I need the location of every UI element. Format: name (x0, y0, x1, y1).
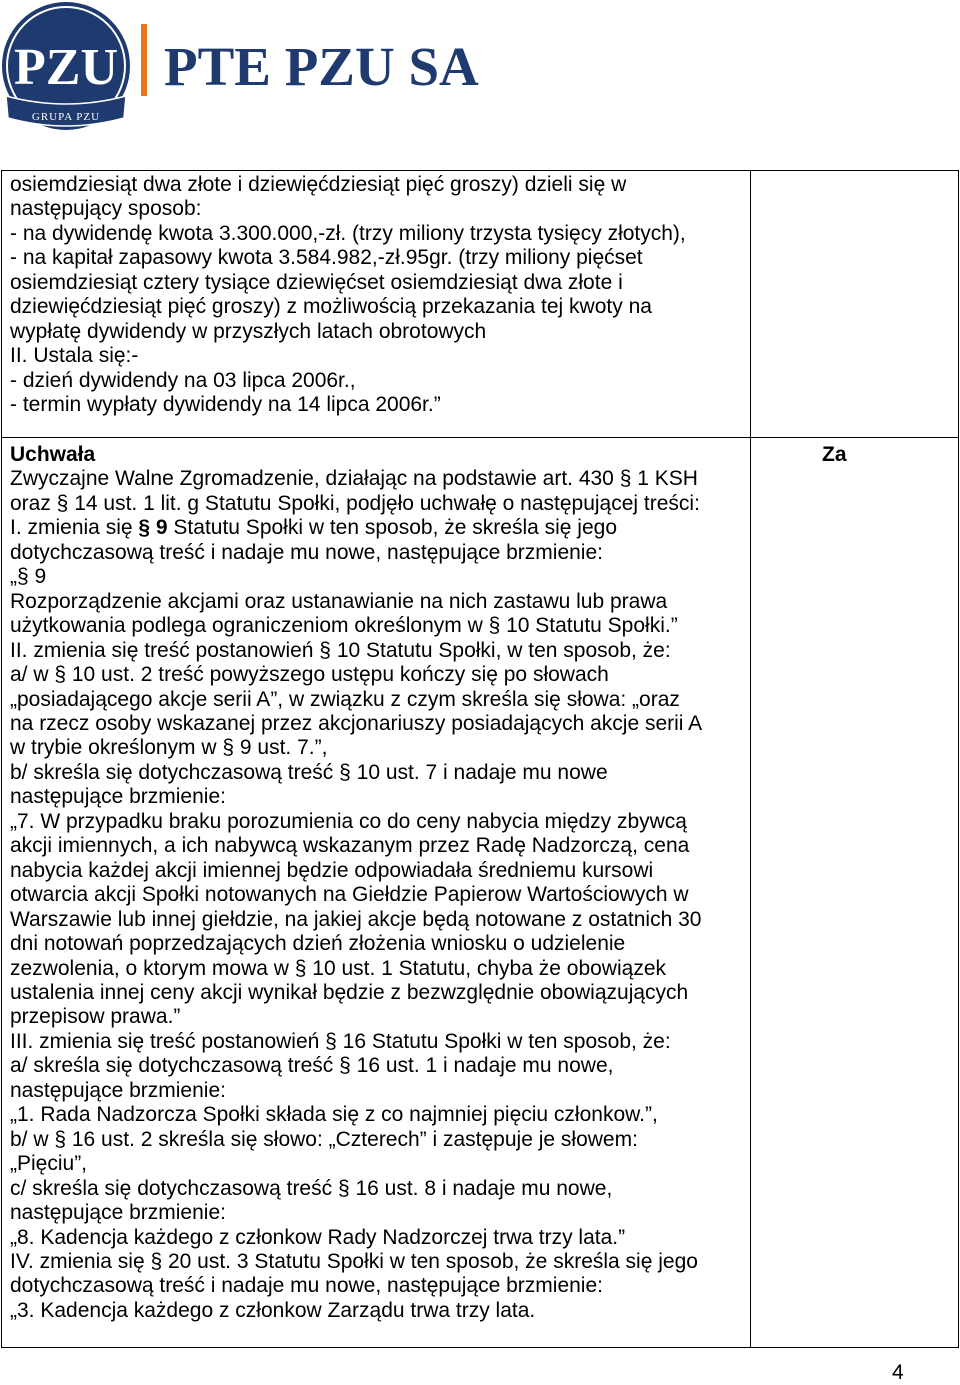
text-line: IV. zmienia się § 20 ust. 3 Statutu Społki w ten sposob, że skreśla się jego (10, 1249, 698, 1273)
text-line: b/ w § 16 ust. 2 skreśla się słowo: „Czterech” i zastępuje je słowem: (10, 1127, 638, 1151)
page-number: 4 (892, 1361, 904, 1384)
text-line: „1. Rada Nadzorcza Społki składa się z co najmniej pięciu członkow.”, (10, 1103, 658, 1127)
resolution-table (1, 170, 959, 1348)
text-line: c/ skreśla się dotychczasową treść § 16 ust. 8 i nadaje mu nowe, (10, 1176, 613, 1200)
text-line: Zwyczajne Walne Zgromadzenie, działając na podstawie art. 430 § 1 KSH (10, 467, 698, 491)
text-line: następujący sposob: (10, 197, 202, 221)
text-line: III. zmienia się treść postanowień § 16 Statutu Społki w ten sposob, że: (10, 1029, 671, 1053)
brand-divider (141, 24, 147, 96)
text-line: - termin wypłaty dywidendy na 14 lipca 2006r.” (10, 393, 441, 417)
text-line: Warszawie lub innej giełdzie, na jakiej akcje będą notowane z ostatnich 30 (10, 907, 702, 931)
text-line: - dzień dywidendy na 03 lipca 2006r., (10, 368, 356, 392)
text-line: „§ 9 (10, 565, 47, 589)
text-line: „8. Kadencja każdego z członkow Rady Nadzorczej trwa trzy lata.” (10, 1225, 626, 1249)
text-line: następujące brzmienie: (10, 1078, 226, 1102)
text-line: „7. W przypadku braku porozumienia co do ceny nabycia między zbywcą (10, 809, 687, 833)
text-line: wypłatę dywidendy w przyszłych latach obrotowych (10, 319, 487, 343)
vote-value: Za (822, 443, 847, 466)
text-line: oraz § 14 ust. 1 lit. g Statutu Społki, podjęło uchwałę o następującej treści: (10, 491, 700, 515)
vote-cell (751, 438, 958, 1347)
text-line: - na kapitał zapasowy kwota 3.584.982,-zł.95gr. (trzy miliony pięćset (10, 246, 643, 270)
text-line: „Pięciu”, (10, 1152, 88, 1176)
text-line: w trybie określonym w § 9 ust. 7.”, (10, 736, 328, 760)
text-line: nabycia każdej akcji imiennej będzie odpowiadała średniemu kursowi (10, 858, 654, 882)
text-line: otwarcia akcji Społki notowanych na Giełdzie Papierow Wartościowych w (10, 883, 689, 907)
text-line: osiemdziesiąt dwa złote i dziewięćdziesiąt pięć groszy) dzieli się w (10, 173, 627, 196)
text-line: dziewięćdziesiąt pięć groszy) z możliwością przekazania tej kwoty na (10, 295, 652, 319)
text-line: II. zmienia się treść postanowień § 10 Statutu Społki, w ten sposob, że: (10, 638, 671, 662)
text-line (10, 516, 750, 540)
resolution-heading: Uchwała (10, 443, 96, 466)
text-line: a/ w § 10 ust. 2 treść powyższego ustępu kończy się po słowach (10, 663, 609, 687)
text-line: przepisow prawa.” (10, 1005, 181, 1029)
text-line: II. Ustala się:- (10, 344, 139, 368)
text-line: ustalenia innej ceny akcji wynikał będzie z bezwzględnie obowiązujących (10, 980, 689, 1004)
text-lines (10, 173, 750, 418)
text-line: „3. Kadencja każdego z członkow Zarządu trwa trzy lata. (10, 1298, 536, 1322)
text-lines (10, 467, 750, 1323)
logo-wordmark: PZU (14, 39, 118, 96)
text-line: następujące brzmienie: (10, 785, 226, 809)
text-line: na rzecz osoby wskazanej przez akcjonariuszy posiadających akcje serii A (10, 711, 703, 735)
vote-cell (751, 171, 958, 437)
text-cell (2, 438, 751, 1347)
text-cell (2, 171, 751, 437)
text-segment: I. zmienia się (10, 516, 139, 540)
text-line: akcji imiennych, a ich nabywcą wskazanym przez Radę Nadzorczą, cena (10, 834, 690, 858)
bold-text: § 9 (138, 516, 168, 540)
text-line: - na dywidendę kwota 3.300.000,-zł. (trzy miliony trzysta tysięcy złotych), (10, 221, 686, 245)
brand-name: PTE PZU SA (164, 36, 479, 97)
logo-band-text: GRUPA PZU (31, 111, 101, 123)
text-line: osiemdziesiąt cztery tysiące dziewięćset osiemdziesiąt dwa złote i (10, 270, 623, 294)
text-line: b/ skreśla się dotychczasową treść § 10 ust. 7 i nadaje mu nowe (10, 760, 608, 784)
table-row (2, 171, 958, 438)
text-line: użytkowania podlega ograniczeniom określonym w § 10 Statutu Społki.” (10, 614, 678, 638)
text-line: dni notowań poprzedzających dzień złożenia wniosku o udzielenie (10, 932, 626, 956)
text-line: „posiadającego akcje serii A”, w związku z czym skreśla się słowa: „oraz (10, 687, 680, 711)
text-line: a/ skreśla się dotychczasową treść § 16 ust. 1 i nadaje mu nowe, (10, 1054, 614, 1078)
text-line: następujące brzmienie: (10, 1201, 226, 1225)
text-segment: Statutu Społki w ten sposob, że skreśla się jego (167, 516, 618, 540)
text-line: dotychczasową treść i nadaje mu nowe, następujące brzmienie: (10, 1274, 603, 1298)
table-row (2, 438, 958, 1347)
text-line: zezwolenia, o ktorym mowa w § 10 ust. 1 Statutu, chyba że obowiązek (10, 956, 666, 980)
text-line: Rozporządzenie akcjami oraz ustanawianie na nich zastawu lub prawa (10, 589, 668, 613)
text-line: dotychczasową treść i nadaje mu nowe, następujące brzmienie: (10, 540, 603, 564)
pzu-logo (0, 0, 132, 132)
